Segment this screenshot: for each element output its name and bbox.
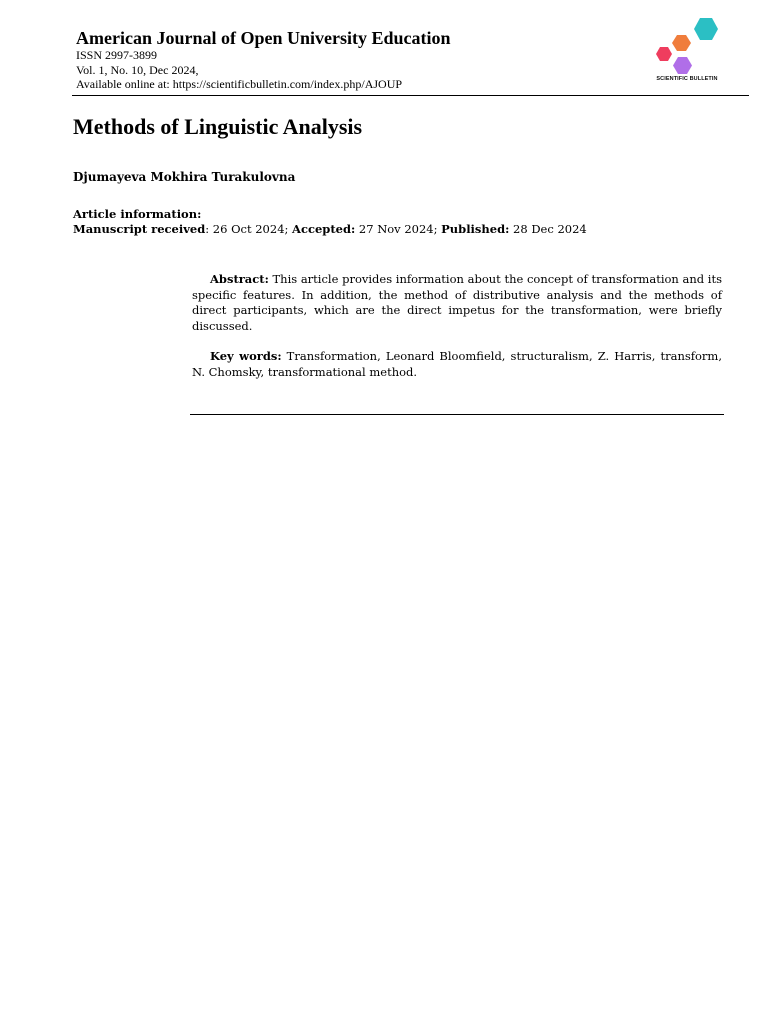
header-divider	[72, 95, 749, 96]
journal-url[interactable]: Available online at: https://scientificbulletin.com/index.php/AJOUP	[76, 77, 403, 91]
author-name: Djumayeva Mokhira Turakulovna	[73, 170, 296, 184]
accepted-label: Accepted:	[292, 221, 356, 236]
accepted-date: 27 Nov 2024;	[355, 221, 442, 236]
abstract-block	[192, 272, 722, 380]
abstract-paragraph	[192, 272, 722, 334]
received-date: : 26 Oct 2024;	[205, 221, 293, 236]
purple-hexagon	[673, 57, 692, 74]
journal-issn: ISSN 2997-3899	[76, 48, 158, 62]
orange-hexagon	[672, 35, 691, 51]
article-dates	[73, 222, 587, 237]
abstract-label: Abstract:	[210, 272, 269, 286]
paper-title: Methods of Linguistic Analysis	[73, 114, 363, 139]
article-info-heading: Article information:	[73, 207, 202, 221]
hexagon-logo-icon	[651, 14, 723, 76]
article-information	[73, 207, 587, 236]
teal-hexagon	[694, 18, 718, 40]
journal-title: American Journal of Open University Education	[76, 28, 451, 48]
abstract-text: This article provides information about the concept of transformation and its specific features. In addition, the method of distributive analysis and the methods of direct participants, which are the direct impetus for the transformation, were briefly discussed.	[192, 272, 722, 333]
journal-volume: Vol. 1, No. 10, Dec 2024,	[76, 62, 199, 77]
keywords-text: Transformation, Leonard Bloomfield, structuralism, Z. Harris, transform, N. Chomsky, transformational method.	[192, 349, 722, 379]
pink-hexagon	[656, 47, 672, 61]
keywords-paragraph	[192, 349, 722, 380]
received-label: Manuscript received	[73, 221, 206, 236]
published-label: Published:	[441, 221, 510, 236]
published-date: 28 Dec 2024	[509, 221, 587, 236]
keywords-label: Key words:	[210, 349, 282, 363]
logo-wordmark: SCIENTIFIC BULLETIN	[656, 76, 718, 82]
abstract-divider	[190, 414, 724, 415]
journal-header	[76, 28, 636, 92]
scientific-bulletin-logo	[651, 14, 723, 90]
